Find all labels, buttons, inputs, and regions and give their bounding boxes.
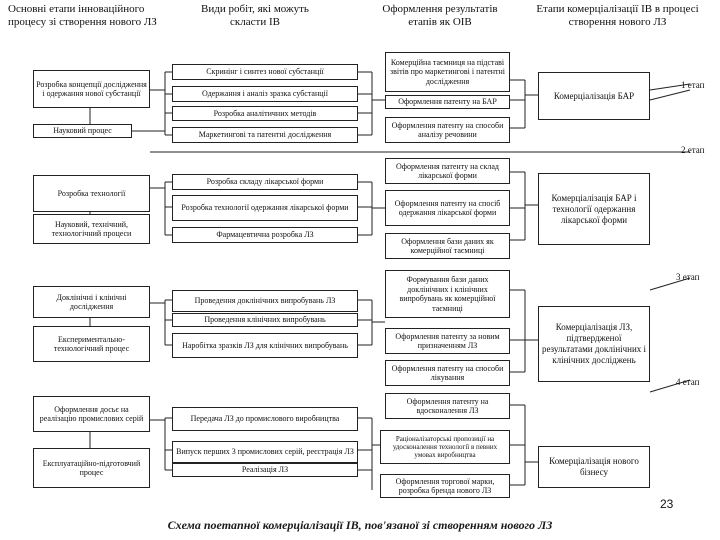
commerc-k2: Комерціалізація БАР і технології одержання лікарської форми xyxy=(538,173,650,245)
oiv-d2: Раціоналізаторські пропозиції на удосконалення технології в певних умовах виробництва xyxy=(380,430,510,464)
oiv-c3: Оформлення патенту на способи лікування xyxy=(385,360,510,386)
oiv-a2: Оформлення патенту на БАР xyxy=(385,95,510,109)
oiv-b3: Оформлення бази даних як комерційної таємниці xyxy=(385,233,510,259)
stage-label-2: 2 етап xyxy=(681,145,705,155)
stage1-process: Науковий процес xyxy=(33,124,132,138)
stage-label-3: 3 етап xyxy=(676,272,700,282)
stage3-process: Експериментально-технологічний процес xyxy=(33,326,150,362)
work-c1: Проведення доклінічних випробувань ЛЗ xyxy=(172,290,358,312)
oiv-d1: Оформлення патенту на вдосконалення ЛЗ xyxy=(385,393,510,419)
work-b1: Розробка складу лікарської форми xyxy=(172,174,358,190)
stage3-box: Доклінічні і клінічні дослідження xyxy=(33,286,150,318)
work-b2: Розробка технології одержання лікарської форми xyxy=(172,195,358,221)
work-a3: Розробка аналітичних методів xyxy=(172,106,358,121)
work-a1: Скринінг і синтез нової субстанції xyxy=(172,64,358,80)
work-a4: Маркетингові та патентні дослідження xyxy=(172,127,358,143)
work-c3: Наробітка зразків ЛЗ для клінічних випробувань xyxy=(172,333,358,358)
work-b3: Фармацевтична розробка ЛЗ xyxy=(172,227,358,243)
commerc-k4: Комерціалізація нового бізнесу xyxy=(538,446,650,488)
commerc-k3: Комерціалізація ЛЗ, підтвердженої результатами доклінічних і клінічних досліджень xyxy=(538,306,650,382)
header-col4: Етапи комерціалізації ІВ в процесі створення нового ЛЗ xyxy=(536,3,699,28)
work-d3: Реалізація ЛЗ xyxy=(172,463,358,477)
work-c2: Проведення клінічних випробувань xyxy=(172,313,358,327)
stage2-process: Науковий, технічний, технологічний процеси xyxy=(33,214,150,244)
stage2-box: Розробка технології xyxy=(33,175,150,212)
stage1-box: Розробка концепції дослідження і одержання нової субстанції xyxy=(33,70,150,108)
page-number: 23 xyxy=(660,497,674,511)
oiv-a1: Комерційна таємниця на підставі звітів про маркетингові і патентні дослідження xyxy=(385,52,510,92)
oiv-c1: Формування бази даних доклінічних і клінічних випробувань як комерційної таємниці xyxy=(385,270,510,318)
header-col3: Оформлення результатів етапів як ОІВ xyxy=(382,3,498,28)
work-d1: Передача ЛЗ до промислового виробництва xyxy=(172,407,358,431)
stage-label-4: 4 етап xyxy=(676,377,700,387)
header-col2: Види робіт, які можуть скласти ІВ xyxy=(201,3,309,28)
commerc-k1: Комерціалізація БАР xyxy=(538,72,650,120)
work-a2: Одержання і аналіз зразка субстанції xyxy=(172,86,358,102)
stage-label-1: 1 етап xyxy=(681,80,705,90)
oiv-c2: Оформлення патенту за новим призначенням ЛЗ xyxy=(385,328,510,354)
oiv-b2: Оформлення патенту на спосіб одержання лікарської форми xyxy=(385,190,510,226)
oiv-b1: Оформлення патенту на склад лікарської форми xyxy=(385,158,510,184)
header-col1: Основні етапи інноваційного процесу зі створення нового ЛЗ xyxy=(8,3,157,28)
oiv-d3: Оформлення торгової марки, розробка бренда нового ЛЗ xyxy=(380,474,510,498)
figure-caption: Схема поетапної комерціалізації ІВ, пов'язаної зі створенням нового ЛЗ xyxy=(167,518,553,532)
oiv-a3: Оформлення патенту на способи аналізу речовини xyxy=(385,117,510,143)
stage4-box: Оформлення досьє на реалізацію промислових серій xyxy=(33,396,150,432)
work-d2: Випуск перших 3 промислових серій, реєстрація ЛЗ xyxy=(172,441,358,463)
stage4-process: Експлуатаційно-підготовчий процес xyxy=(33,448,150,488)
